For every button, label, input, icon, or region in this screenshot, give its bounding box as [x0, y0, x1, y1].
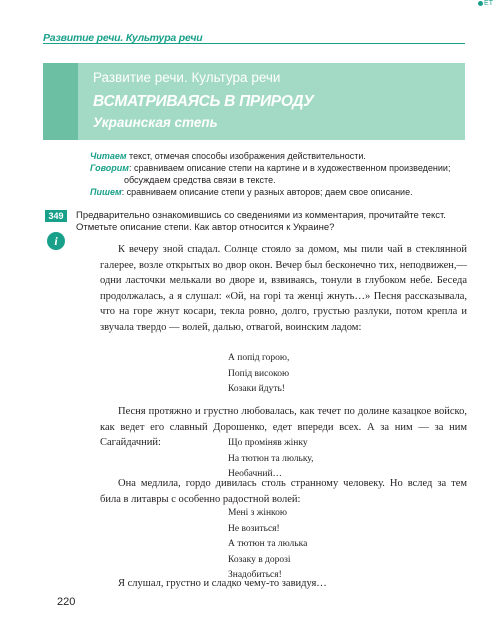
publisher-logo: ЕТ [478, 0, 493, 7]
task-write: Пишем: сравниваем описание степи у разных авторов; даем свое описание. [90, 187, 413, 197]
title-accent-bar [43, 63, 78, 140]
info-icon: i [47, 232, 65, 250]
verse-1: А попід горою, Попід високою Козаки йдуть! [228, 353, 290, 394]
verse-2: Що проміняв жінку На тютюн та люльку, Необачний… [228, 438, 314, 479]
lesson-subtitle: Развитие речи. Культура речи [93, 70, 281, 85]
task-speak: Говорим: сравниваем описание степи на картине и в художественном произведении; обсуждаем средства связи в тексте. [90, 163, 451, 185]
paragraph-4: Я слушал, грустно и сладко чему-то завидуя… [118, 578, 327, 589]
paragraph-2: Песня протяжно и грустно любовалась, как течет по долине казацкое войско, как ведет его славный Дорошенко, едет впереди всех. А за ним — за ним Сагайдачний: [100, 406, 467, 449]
lesson-tasks [90, 150, 468, 198]
exercise-instructions: Предварительно ознакомившись со сведениями из комментария, прочитайте текст. Отметьте описание степи. Как автор относится к Украине? [76, 210, 446, 233]
lesson-topic: Украинская степь [93, 115, 218, 130]
verse-3: Мені з жінкою Не возиться! А тютюн та люлька Козаку в дорозі Знадобиться! [228, 508, 308, 580]
task-read: Читаем текст, отмечая способы изображения действительности. [90, 151, 366, 161]
lesson-title: ВСМАТРИВАЯСЬ В ПРИРОДУ [93, 93, 314, 110]
lesson-title-block [43, 63, 465, 140]
exercise-number-badge: 349 [45, 210, 67, 222]
section-header [43, 28, 465, 44]
paragraph-3: Она медлила, гордо дивилась столь странному человеку. Но вслед за тем била в литавры с особенно радостной волей: [100, 478, 467, 505]
section-header-text: Развитие речи. Культура речи [43, 32, 203, 44]
page-number: 220 [57, 596, 76, 608]
paragraph-1: К вечеру зной спадал. Солнце стояло за домом, мы пили чай в стеклянной галерее, возле открытых во двор окон. Вечер был бесконечно тих, неподвижен,— одни ласточки мелькали во дворе и, взвиваясь, тонули в глубоком небе. Беседа продолжалась, а я слушал: «Ой, на горі та женці жнуть…» Песня рассказывала, что на горе жнут косари, текла ровно, долго, грустью разлуки, потом крепла и звучала твердо — волей, далью, отвагой, воинским ладом: [100, 244, 467, 333]
